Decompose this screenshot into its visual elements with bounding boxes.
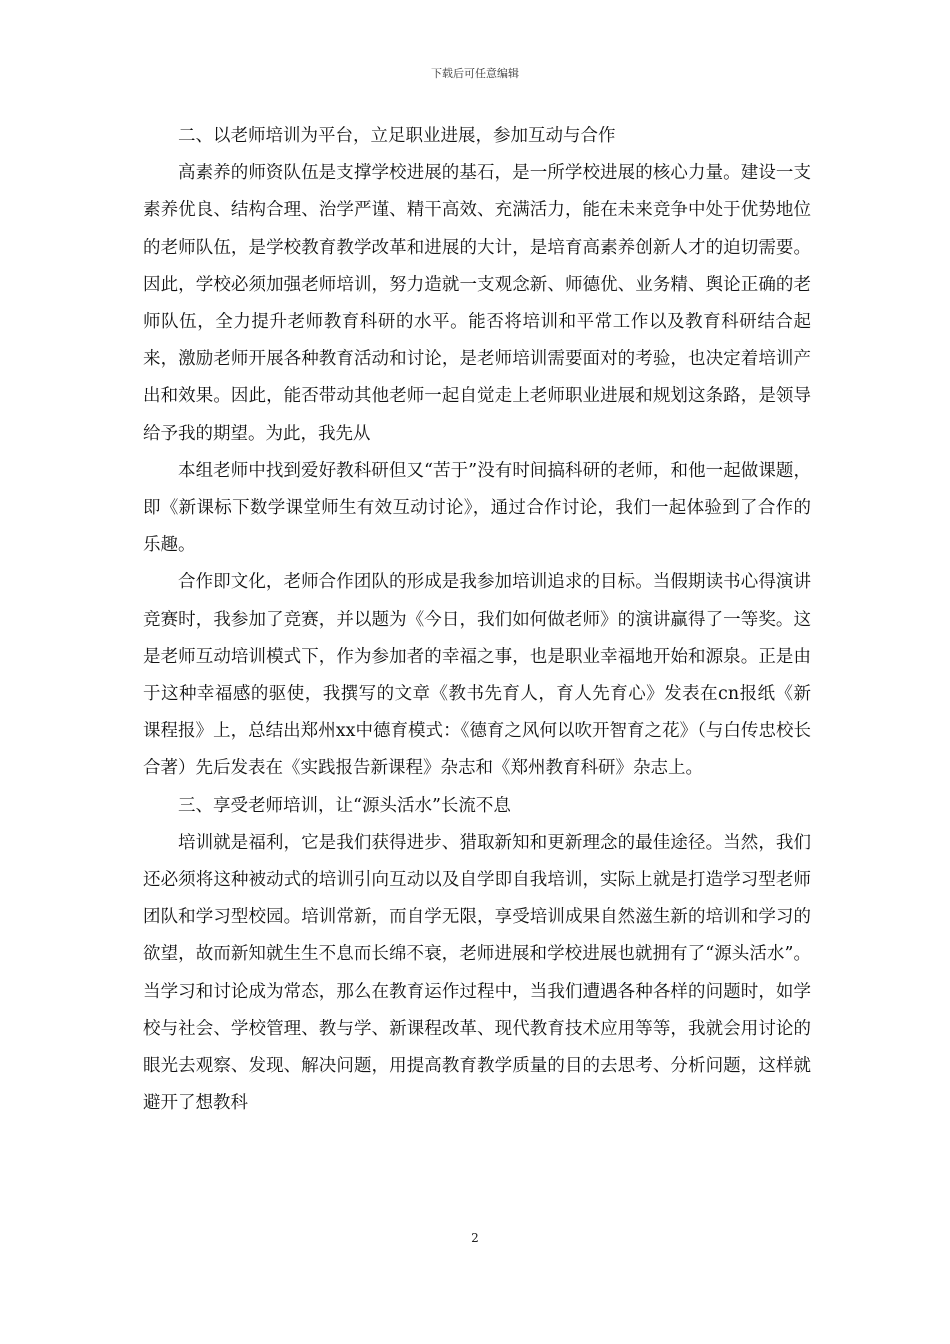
page-header-note: 下载后可任意编辑 xyxy=(431,67,519,80)
section-heading-two: 二、以老师培训为平台，立足职业进展，参加互动与合作 xyxy=(178,126,616,146)
body-paragraph: 培训就是福利，它是我们获得进步、猎取新知和更新理念的最佳途径。当然，我们还必须将这种被动式的培训引向互动以及自学即自我培训，实际上就是打造学习型老师团队和学习型校园。培训常新，而自学无限，享受培训成果自然滋生新的培训和学习的欲望，故而新知就生生不息而长绵不衰，老师进展和学校进展也就拥有了“源头活水”。当学习和讨论成为常态，那么在教育运作过程中，当我们遭遇各种各样的问题时，如学校与社会、学校管理、教与学、新课程改革、现代教育技术应用等等，我就会用讨论的眼光去观察、发现、解决问题，用提高教育教学质量的目的去思考、分析问题，这样就避开了想教科 xyxy=(143,832,811,1114)
document-body xyxy=(143,118,811,1122)
body-paragraph: 合作即文化，老师合作团队的形成是我参加培训追求的目标。当假期读书心得演讲竞赛时，我参加了竞赛，并以题为《今日，我们如何做老师》的演讲赢得了一等奖。这是老师互动培训模式下，作为参加者的幸福之事，也是职业幸福地开始和源泉。正是由于这种幸福感的驱使，我撰写的文章《教书先育人，育人先育心》发表在cn报纸《新课程报》上，总结出郑州xx中德育模式：《德育之风何以吹开智育之花》（与白传忠校长合著）先后发表在《实践报告新课程》杂志和《郑州教育科研》杂志上。 xyxy=(143,572,811,779)
section-heading-three: 三、享受老师培训，让“源头活水”长流不息 xyxy=(178,795,511,816)
body-paragraph: 本组老师中找到爱好教科研但又“苦于”没有时间搞科研的老师，和他一起做课题，即《新课标下数学课堂师生有效互动讨论》，通过合作讨论，我们一起体验到了合作的乐趣。 xyxy=(143,460,811,556)
page-number: 2 xyxy=(471,1231,479,1245)
body-paragraph: 高素养的师资队伍是支撑学校进展的基石，是一所学校进展的核心力量。建设一支素养优良、结构合理、治学严谨、精干高效、充满活力，能在未来竞争中处于优势地位的老师队伍，是学校教育教学改革和进展的大计，是培育高素养创新人才的迫切需要。因此，学校必须加强老师培训，努力造就一支观念新、师德优、业务精、舆论正确的老师队伍，全力提升老师教育科研的水平。能否将培训和平常工作以及教育科研结合起来，激励老师开展各种教育活动和讨论，是老师培训需要面对的考验，也决定着培训产出和效果。因此，能否带动其他老师一起自觉走上老师职业进展和规划这条路，是领导给予我的期望。为此，我先从 xyxy=(143,163,811,444)
